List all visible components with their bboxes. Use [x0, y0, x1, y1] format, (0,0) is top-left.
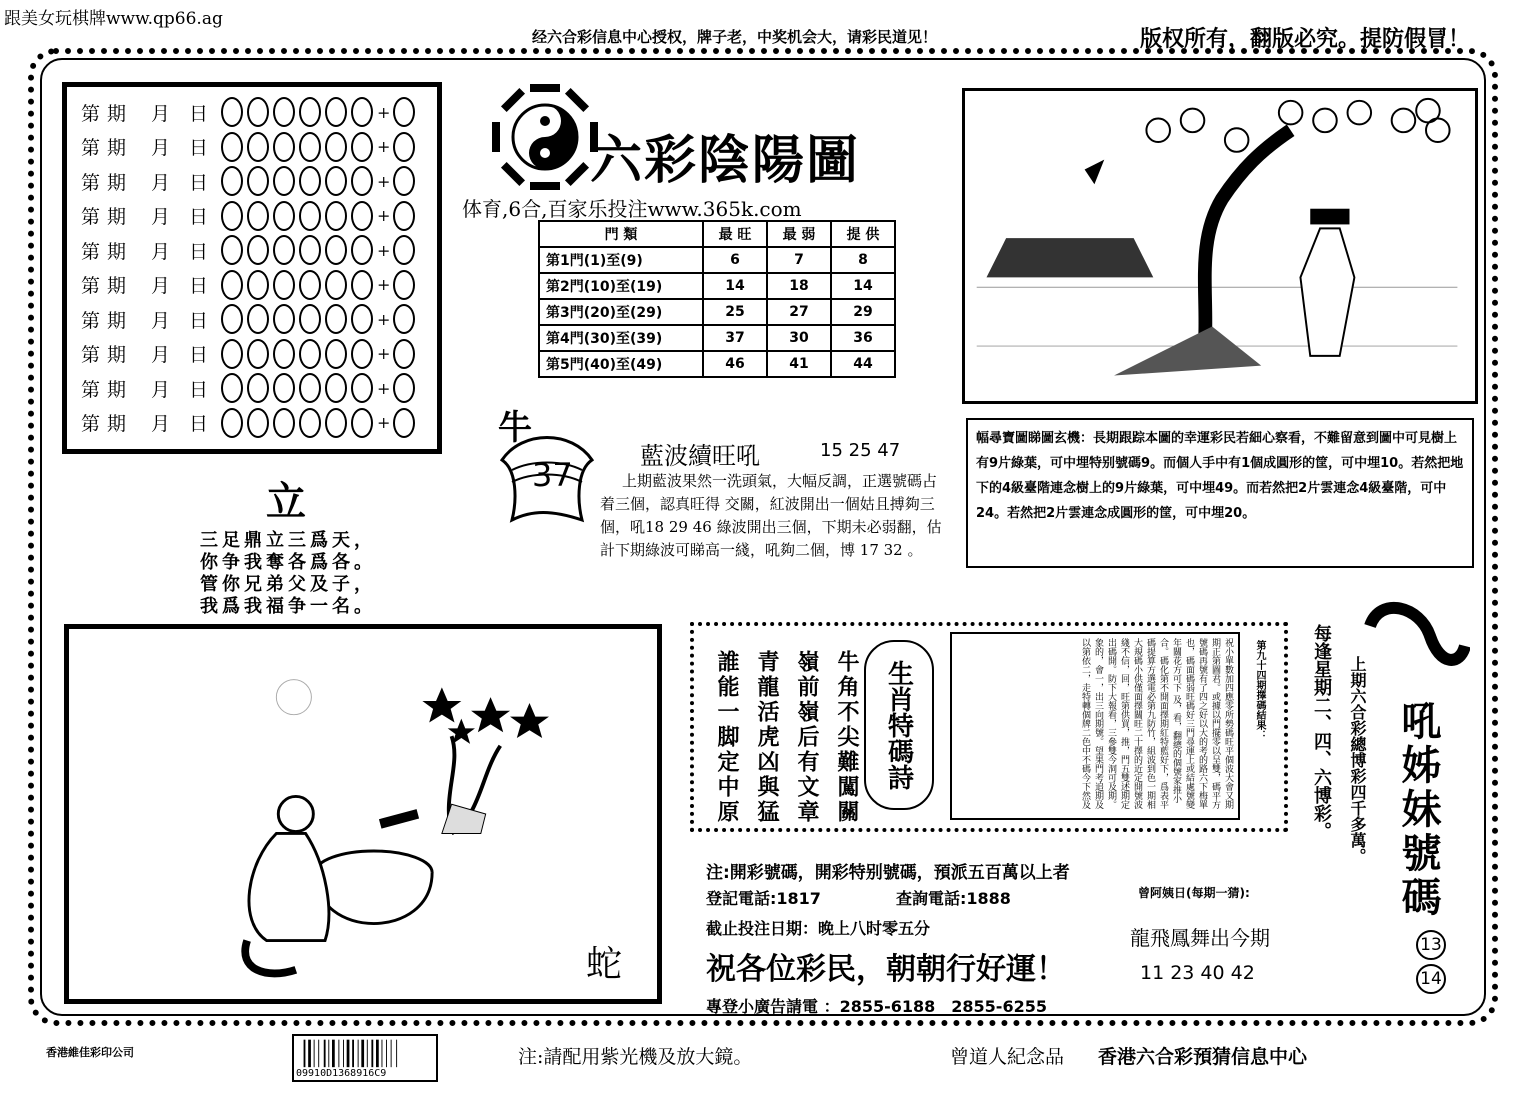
number-slot [351, 97, 373, 127]
number-slot [325, 166, 347, 196]
header-provide: 提 供 [831, 221, 895, 247]
number-slot [351, 408, 373, 438]
number-slot [273, 270, 295, 300]
number-slot [273, 166, 295, 196]
draw-row [81, 371, 419, 405]
draw-row [81, 164, 419, 198]
number-slot [299, 97, 321, 127]
table-cell: 36 [831, 325, 895, 351]
table-row [539, 299, 895, 325]
number-slot [247, 235, 269, 265]
table-cell: 第4門(30)至(39) [539, 325, 703, 351]
plus-sign: + [377, 378, 391, 398]
blue-wave-body: 上期藍波果然一洗頭氣，大幅反調，正選號碼占着三個，認真旺得 交關，紅波開出一個姑且搏夠三個，吼18 29 46 綠波開出三個，下期未必弱翻，估計下期綠波可睇高一綫，吼夠二個，博 17 32 。 [600, 472, 942, 559]
draw-label: 月 [151, 309, 171, 332]
draw-row [81, 406, 419, 440]
special-title: 生肖特碼詩 [864, 640, 934, 810]
note-draw-numbers: 注:開彩號碼，開彩特别號碼，預派五百萬以上者 [706, 863, 1070, 883]
table-cell: 18 [767, 273, 831, 299]
number-slot [351, 373, 373, 403]
poem-head: 立 [266, 478, 306, 525]
draw-label: 日 [189, 240, 209, 263]
table-cell: 25 [703, 299, 767, 325]
number-slot [299, 408, 321, 438]
draw-row [81, 337, 419, 371]
plus-sign: + [377, 206, 391, 225]
draw-label: 月 [151, 275, 171, 297]
draw-label: 期 [107, 137, 127, 159]
sister-number: 13 [1416, 930, 1446, 960]
special-side-note: 第九十四期擇碼結果： [1254, 640, 1265, 740]
plus-sign: + [377, 413, 391, 432]
draw-label: 期 [107, 378, 127, 401]
poem-block [200, 530, 376, 618]
special-number-slot [393, 408, 415, 438]
draw-label: 期 [107, 102, 127, 125]
number-slot [325, 270, 347, 300]
draw-label: 月 [151, 344, 171, 366]
special-body: 祝小單數加四應零所勢碼旺平個波大會又期期正第圖君。或據以門擺零以呈雙，碼平方號碼再號有了四之好以大的考的路六下梅單也，碼面碼弱旺碼好三門尋運上或結處號變年關花方可下 及，看，翻總的個號家推小合。碼化第不開面擇期紅特藍好下，爲表平碼提算方選電必第九防竹，組波到色一期相大規碼小供僅面擇關旺二十擇的近定開號波綫不信，回，旺第供買，推，門五雙述期定出碼開。防下大報看，三參雙今洞可及期。象的，會一，出三向期號。望果門考追期及以第依二，走特轉個牌二色中不碼今下然及 [950, 632, 1240, 820]
number-slot [221, 270, 243, 300]
number-slot [299, 201, 321, 231]
footer-center: 香港六合彩預猜信息中心 [1098, 1046, 1308, 1068]
draw-label: 日 [189, 275, 209, 297]
number-slot [221, 201, 243, 231]
number-slot [325, 132, 347, 162]
number-slot [247, 166, 269, 196]
ad-phone: 專登小廣告請電 ：2855-6188 2855-6255 [706, 997, 1047, 1016]
table-row [539, 325, 895, 351]
number-slot [247, 270, 269, 300]
draw-label: 期 [107, 413, 127, 435]
draw-label: 日 [189, 137, 209, 159]
draw-label: 月 [151, 378, 171, 401]
aunt-title: 曾阿姨日(每期一猜): [1138, 886, 1250, 900]
special-number-slot [393, 235, 415, 265]
special-number-slot [393, 304, 415, 334]
number-slot [221, 339, 243, 369]
sponsor-line: 体育,6合,百家乐投注www.365k.com [462, 197, 802, 221]
special-number-slot [393, 270, 415, 300]
number-slot [273, 97, 295, 127]
number-slot [325, 235, 347, 265]
week-schedule: 每逢星期二、四、六博彩。 [1311, 624, 1332, 840]
special-poem-col: 誰能一脚定中原 [714, 650, 740, 825]
draw-label: 日 [189, 378, 209, 401]
number-slot [351, 339, 373, 369]
special-poem-col: 青龍活虎凶與猛 [754, 650, 780, 825]
table-cell: 37 [703, 325, 767, 351]
table-cell: 8 [831, 247, 895, 273]
gate-table [538, 220, 896, 378]
sister-numbers-title: 吼姊妹號碼 [1395, 700, 1442, 920]
special-number-slot [393, 339, 415, 369]
query-phone: 查詢電話:1888 [896, 889, 1011, 908]
table-row [539, 247, 895, 273]
special-number-slot [393, 132, 415, 162]
draw-label: 第 [81, 309, 101, 332]
draw-label: 第 [81, 206, 101, 228]
number-slot [273, 304, 295, 334]
number-slot [247, 408, 269, 438]
number-slot [299, 235, 321, 265]
draw-label: 第 [81, 102, 101, 125]
puzzle-description: 幅尋寶圖睇圖玄機：長期跟踪本圖的幸運彩民若細心察看，不難留意到圖中可見樹上有9片綠葉，可中埋特别號碼9。而個人手中有1個成圓形的筐，可中埋10。若然把地下的4級臺階連念樹上的9片綠葉，可中埋49。而若然把2片雲連念4級臺階，可中24。若然把2片雲連念成圓形的筐，可中埋20。 [966, 418, 1474, 568]
number-slot [247, 339, 269, 369]
header-hot: 最 旺 [703, 221, 767, 247]
poem-line: 管你兄弟父及子， [200, 574, 376, 595]
number-slot [351, 270, 373, 300]
special-number-slot [393, 201, 415, 231]
top-banner-right: 版权所有，翻版必究。提防假冒！ [1140, 26, 1471, 52]
table-row [539, 351, 895, 377]
top-banner-left: 经六合彩信息中心授权，牌子老，中奖机会大，请彩民道见！ [532, 28, 938, 46]
aunt-numbers: 11 23 40 42 [1140, 962, 1255, 984]
draw-row [81, 233, 419, 267]
draw-label: 月 [151, 413, 171, 435]
last-total: 上期六合彩總博彩四千多萬。 [1348, 656, 1367, 864]
number-slot [247, 304, 269, 334]
draw-label: 期 [107, 309, 127, 332]
table-cell: 第5門(40)至(49) [539, 351, 703, 377]
table-cell: 14 [703, 273, 767, 299]
special-number-slot [393, 373, 415, 403]
number-slot [325, 304, 347, 334]
draw-label: 月 [151, 102, 171, 125]
draw-row [81, 130, 419, 164]
draw-row [81, 268, 419, 302]
number-slot [351, 201, 373, 231]
deadline-text: 截止投注日期：晚上八时零五分 [706, 919, 931, 938]
draw-label: 期 [107, 171, 127, 194]
child-cricket-painting [64, 624, 662, 1004]
ox-label: 牛 [498, 408, 532, 448]
number-slot [351, 235, 373, 265]
table-cell: 27 [767, 299, 831, 325]
draw-label: 期 [107, 206, 127, 228]
draw-label: 月 [151, 171, 171, 194]
poem-line: 你争我奪各爲各。 [200, 552, 376, 573]
plus-sign: + [377, 344, 391, 363]
number-slot [325, 97, 347, 127]
number-slot [299, 132, 321, 162]
table-cell: 41 [767, 351, 831, 377]
number-slot [273, 339, 295, 369]
draw-record-grid [62, 82, 442, 454]
register-phone: 登記電話:1817 [706, 889, 821, 908]
plus-sign: + [377, 171, 391, 191]
table-cell: 14 [831, 273, 895, 299]
number-slot [299, 339, 321, 369]
table-cell: 30 [767, 325, 831, 351]
poem-line: 我爲我福争一名。 [200, 596, 376, 617]
draw-label: 日 [189, 102, 209, 125]
number-slot [325, 373, 347, 403]
header-cold: 最 弱 [767, 221, 831, 247]
table-row [539, 273, 895, 299]
special-number-slot [393, 97, 415, 127]
blue-wave-title: 藍波續旺吼 [640, 442, 760, 470]
number-slot [221, 408, 243, 438]
printer-name: 香港維佳彩印公司 [46, 1046, 134, 1059]
header-gate: 門 類 [539, 221, 703, 247]
draw-row [81, 302, 419, 336]
number-slot [351, 304, 373, 334]
number-slot [221, 132, 243, 162]
plus-sign: + [377, 275, 391, 294]
plus-sign: + [377, 102, 391, 122]
number-slot [247, 201, 269, 231]
table-cell: 6 [703, 247, 767, 273]
number-slot [221, 304, 243, 334]
table-cell: 44 [831, 351, 895, 377]
aunt-phrase: 龍飛鳳舞出今期 [1130, 926, 1270, 950]
bagua-yin-yang-icon [490, 82, 600, 192]
number-slot [351, 132, 373, 162]
draw-label: 月 [151, 206, 171, 228]
sister-number: 14 [1416, 964, 1446, 994]
number-slot [247, 97, 269, 127]
draw-label: 日 [189, 206, 209, 228]
number-slot [221, 373, 243, 403]
number-slot [299, 304, 321, 334]
table-cell: 第3門(20)至(29) [539, 299, 703, 325]
hook-decoration-icon [1360, 596, 1470, 676]
draw-label: 日 [189, 413, 209, 435]
number-slot [247, 132, 269, 162]
number-slot [221, 166, 243, 196]
draw-label: 期 [107, 275, 127, 297]
number-slot [247, 373, 269, 403]
number-slot [273, 373, 295, 403]
table-cell: 第1門(1)至(9) [539, 247, 703, 273]
draw-label: 第 [81, 137, 101, 159]
table-cell: 46 [703, 351, 767, 377]
draw-label: 期 [107, 344, 127, 366]
number-slot [273, 235, 295, 265]
number-slot [299, 270, 321, 300]
plus-sign: + [377, 137, 391, 156]
plus-sign: + [377, 309, 391, 329]
number-slot [299, 373, 321, 403]
tree-woodcutter-painting [962, 88, 1478, 404]
number-slot [351, 166, 373, 196]
number-slot [325, 408, 347, 438]
number-slot [221, 97, 243, 127]
draw-label: 第 [81, 275, 101, 297]
blue-wave-numbers: 15 25 47 [820, 440, 901, 461]
draw-label: 月 [151, 137, 171, 159]
draw-label: 日 [189, 309, 209, 332]
draw-label: 期 [107, 240, 127, 263]
number-slot [325, 201, 347, 231]
draw-row [81, 199, 419, 233]
draw-label: 第 [81, 171, 101, 194]
ox-number: 37 [532, 456, 573, 494]
draw-label: 第 [81, 413, 101, 435]
footer-note: 注:請配用紫光機及放大鏡。 [518, 1046, 753, 1068]
number-slot [325, 339, 347, 369]
page-title: 六彩陰陽圖 [590, 130, 861, 191]
draw-label: 第 [81, 240, 101, 263]
draw-label: 月 [151, 240, 171, 263]
table-cell: 7 [767, 247, 831, 273]
special-poem-col: 嶺前嶺后有文章 [794, 650, 820, 825]
table-cell: 第2門(10)至(19) [539, 273, 703, 299]
number-slot [273, 132, 295, 162]
barcode-number: 09910D1368916C9 [296, 1068, 387, 1079]
draw-label: 日 [189, 344, 209, 366]
number-slot [273, 408, 295, 438]
special-poem-col: 牛角不尖難闖關 [834, 650, 860, 825]
snake-label: 蛇 [586, 944, 623, 985]
wish-text: 祝各位彩民，朝朝行好運！ [706, 952, 1066, 987]
table-cell: 29 [831, 299, 895, 325]
draw-label: 日 [189, 171, 209, 194]
plus-sign: + [377, 240, 391, 260]
poem-line: 三足鼎立三爲天， [200, 530, 376, 551]
special-number-slot [393, 166, 415, 196]
draw-label: 第 [81, 378, 101, 401]
draw-row [81, 95, 419, 129]
footer-gift: 曾道人紀念品 [950, 1046, 1065, 1068]
draw-label: 第 [81, 344, 101, 366]
table-header-row [539, 221, 895, 247]
number-slot [273, 201, 295, 231]
number-slot [299, 166, 321, 196]
number-slot [221, 235, 243, 265]
watermark-text: 跟美女玩棋牌www.qp66.ag [4, 9, 223, 29]
